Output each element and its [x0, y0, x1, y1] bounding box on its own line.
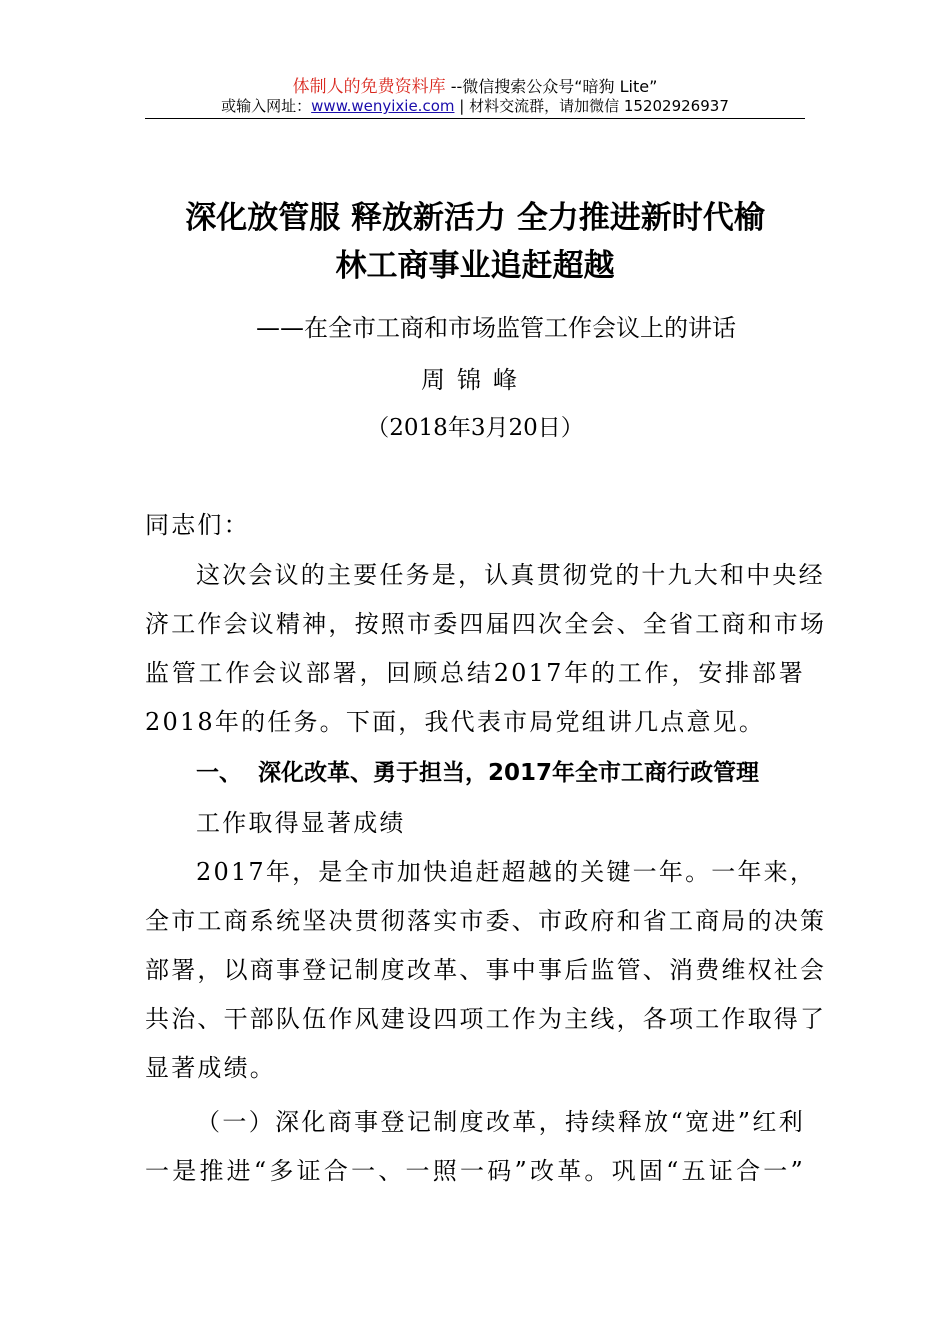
paragraph-line: 一是推进“多证合一、一照一码”改革。巩固“五证合一” [145, 1157, 805, 1185]
header-contact [0, 95, 950, 116]
section-title: 深化改革、勇于担当，2017年全市工商行政管理 [258, 760, 760, 786]
separator: | [459, 97, 465, 115]
section-heading-cont: 工作取得显著成绩 [196, 809, 406, 837]
paragraph-line: 部署，以商事登记制度改革、事中事后监管、消费维权社会 [145, 956, 827, 984]
paragraph-line: 这次会议的主要任务是，认真贯彻党的十九大和中央经 [196, 561, 825, 589]
doc-subtitle: ——在全市工商和市场监管工作会议上的讲话 [256, 314, 736, 342]
paragraph-line: 显著成绩。 [145, 1054, 276, 1082]
doc-title-line-2: 林工商事业追赶超越 [335, 248, 615, 284]
promo-text: --微信搜索公众号“暗狗 Lite” [450, 77, 658, 96]
doc-title-line-1: 深化放管服 释放新活力 全力推进新时代榆 [185, 200, 765, 236]
paragraph-line: 共治、干部队伍作风建设四项工作为主线，各项工作取得了 [145, 1005, 827, 1033]
doc-date: （2018年3月20日） [366, 415, 584, 441]
subsection-heading: （一）深化商事登记制度改革，持续释放“宽进”红利 [196, 1108, 805, 1136]
header-banner [0, 72, 950, 97]
header-divider [145, 118, 805, 119]
contact-text: 材料交流群，请加微信 15202926937 [469, 97, 729, 115]
brand-text: 体制人的免费资料库 [292, 77, 446, 97]
doc-author: 周锦峰 [421, 366, 529, 394]
salutation: 同志们： [145, 511, 250, 539]
website-link[interactable]: www.wenyixie.com [311, 97, 455, 115]
section-number: 一、 [196, 760, 242, 786]
section-heading [196, 758, 805, 788]
url-prefix: 或输入网址： [221, 97, 312, 115]
paragraph-line: 2017年，是全市加快追赶超越的关键一年。一年来， [196, 858, 817, 886]
paragraph-line: 2018年的任务。下面，我代表市局党组讲几点意见。 [145, 708, 766, 736]
paragraph-line: 全市工商系统坚决贯彻落实市委、市政府和省工商局的决策 [145, 907, 827, 935]
paragraph-line: 济工作会议精神，按照市委四届四次全会、全省工商和市场 [145, 610, 827, 638]
paragraph-line: 监管工作会议部署，回顾总结2017年的工作，安排部署 [145, 659, 805, 687]
